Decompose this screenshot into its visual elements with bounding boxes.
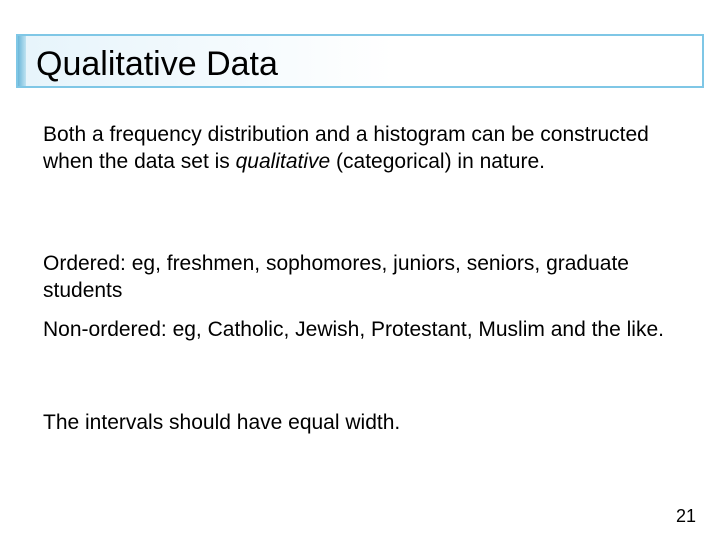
title-accent-bar [18, 36, 26, 86]
non-ordered-paragraph: Non-ordered: eg, Catholic, Jewish, Protestant, Muslim and the like. [43, 318, 664, 341]
slide-number: 21 [675, 506, 696, 526]
intervals-paragraph: The intervals should have equal width. [43, 411, 401, 434]
title-banner [16, 34, 704, 88]
ordered-paragraph: Ordered: eg, freshmen, sophomores, juniors, seniors, graduate students [43, 252, 629, 302]
intro-text-end: (categorical) in nature. [330, 150, 545, 173]
slide-title: Qualitative Data [36, 45, 278, 83]
intro-paragraph [43, 121, 683, 175]
intro-emphasis: qualitative [235, 150, 331, 173]
intro-text-start: Both a frequency distribution and a histogram can be constructed when the data set is [43, 123, 649, 173]
